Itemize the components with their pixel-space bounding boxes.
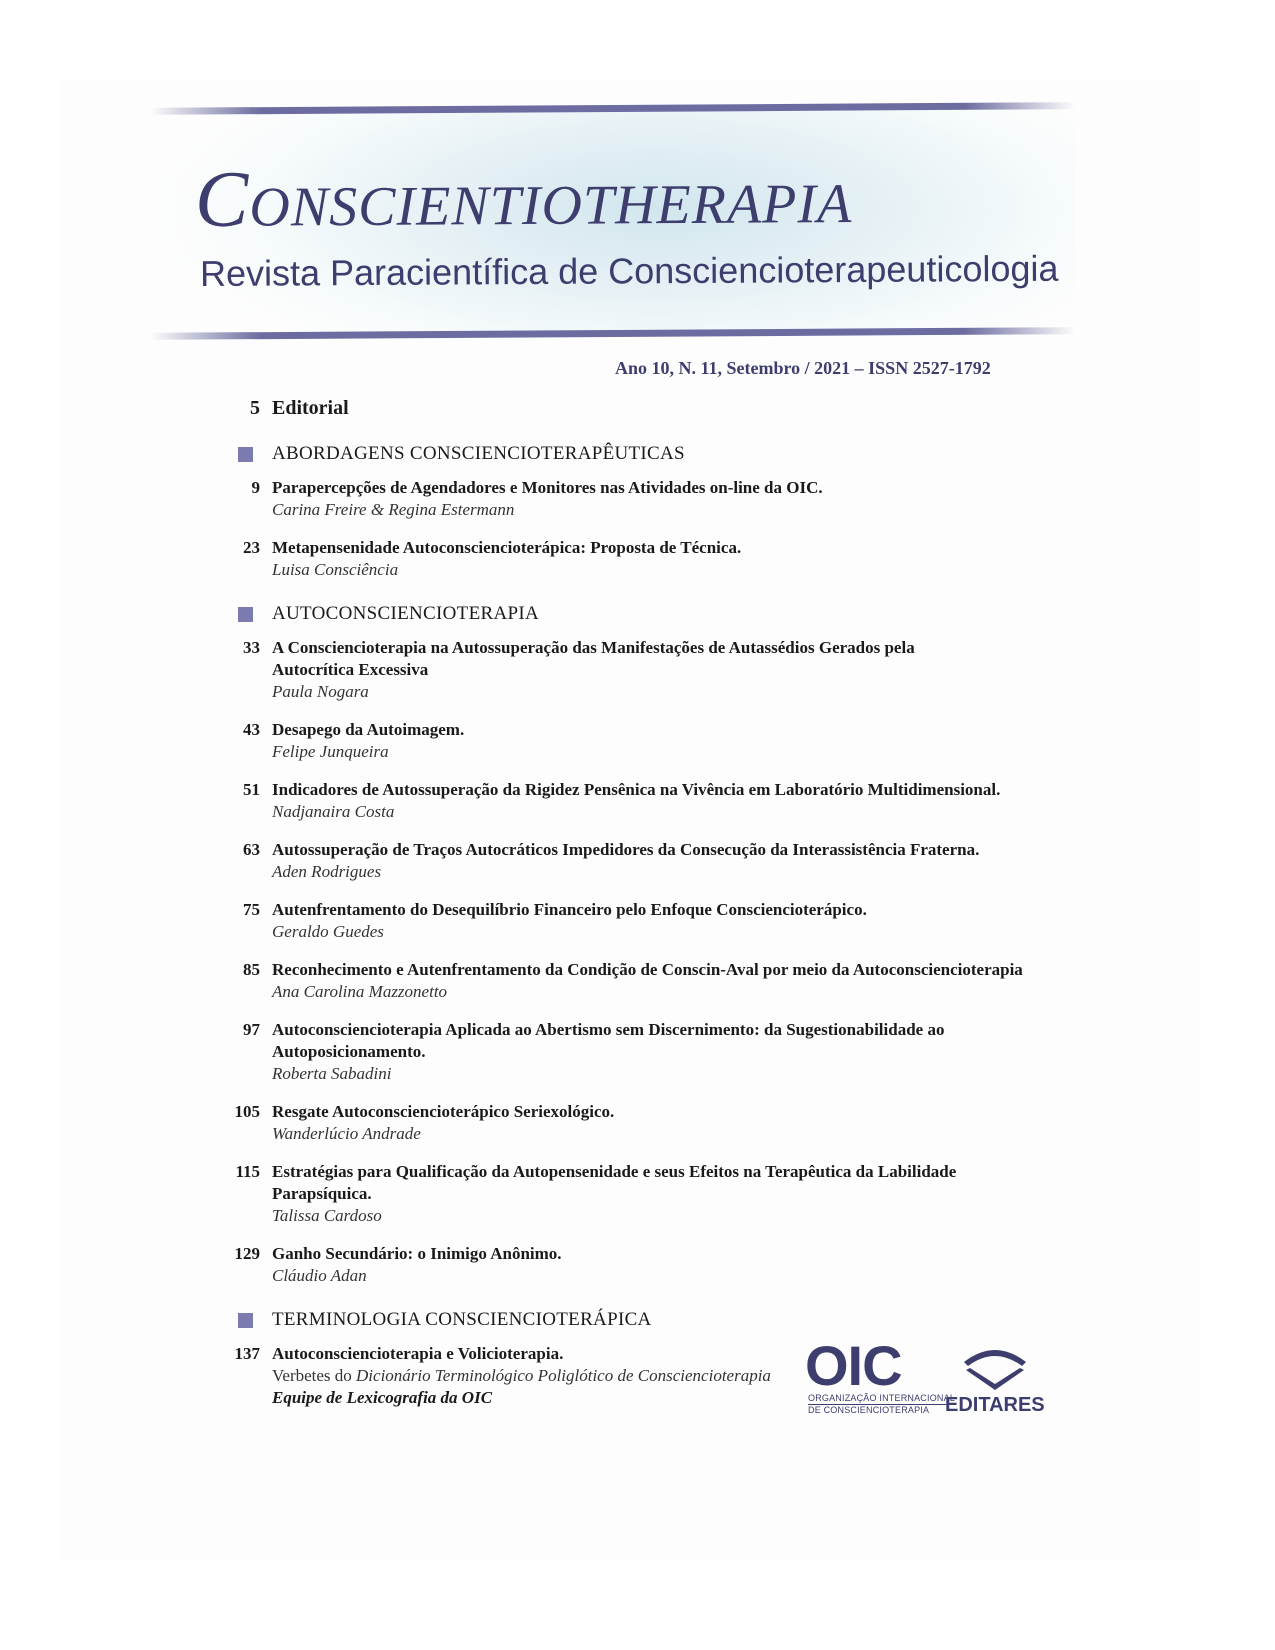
- oic-logo-line1: ORGANIZAÇÃO INTERNACIONAL: [808, 1393, 956, 1403]
- toc-author: Paula Nogara: [272, 682, 369, 701]
- toc-entry: [220, 959, 1120, 1003]
- toc-title: Autenfrentamento do Desequilíbrio Financeiro pelo Enfoque Consciencioterápico.: [272, 900, 867, 919]
- toc-entry: [220, 477, 1120, 521]
- toc-author: Talissa Cardoso: [272, 1206, 382, 1225]
- journal-title: Conscientiotherapia: [194, 151, 853, 244]
- toc-title: Indicadores de Autossuperação da Rigidez Pensênica na Vivência em Laboratório Multidimensional.: [272, 780, 1001, 799]
- toc-section-terminologia: [220, 1309, 1120, 1331]
- toc-author: Nadjanaira Costa: [272, 802, 395, 821]
- open-book-icon: [960, 1340, 1030, 1394]
- toc-note-work: Dicionário Terminológico Poliglótico de Consciencioterapia: [356, 1366, 771, 1385]
- toc-page-number: 85: [243, 960, 260, 979]
- editares-logo: EDITARES: [945, 1394, 1045, 1416]
- toc-author: Aden Rodrigues: [272, 862, 382, 881]
- toc-page-number: 75: [243, 900, 260, 919]
- toc-title: Autoconsciencioterapia e Volicioterapia.: [272, 1344, 564, 1363]
- journal-subtitle: Revista Paracientífica de Consciencioterapeuticologia: [199, 247, 1059, 294]
- toc-entry: [220, 779, 1120, 823]
- toc-page-number: 115: [235, 1162, 260, 1181]
- oic-logo: OIC: [805, 1334, 902, 1397]
- section-square-icon: [238, 447, 253, 462]
- toc-entry: [220, 1243, 1120, 1287]
- table-of-contents: [220, 395, 1120, 1409]
- toc-title: Parapercepções de Agendadores e Monitores nas Atividades on-line da OIC.: [272, 478, 823, 497]
- oic-logo-line2: DE CONSCIENCIOTERAPIA: [808, 1405, 930, 1415]
- toc-page-number: 51: [243, 780, 260, 799]
- section-heading: TERMINOLOGIA CONSCIENCIOTERÁPICA: [272, 1309, 652, 1330]
- toc-title: Desapego da Autoimagem.: [272, 720, 465, 739]
- toc-title: Resgate Autoconsciencioterápico Seriexológico.: [272, 1102, 615, 1121]
- toc-author: Felipe Junqueira: [272, 742, 389, 761]
- toc-author: Carina Freire & Regina Estermann: [272, 500, 515, 519]
- toc-title: Autoconsciencioterapia Aplicada ao Abertismo sem Discernimento: da Sugestionabilidade ao Autoposicionamento.: [272, 1020, 945, 1061]
- toc-entry: [220, 1101, 1120, 1145]
- toc-page-number: 5: [250, 397, 260, 419]
- toc-entry: [220, 839, 1120, 883]
- toc-entry: [220, 719, 1120, 763]
- toc-author: Equipe de Lexicografia da OIC: [272, 1388, 493, 1407]
- toc-entry: [220, 637, 1120, 703]
- toc-section-abordagens: [220, 443, 1120, 465]
- section-square-icon: [238, 607, 253, 622]
- toc-note-prefix: Verbetes do: [272, 1366, 357, 1385]
- oic-logo-subtext: [808, 1393, 955, 1416]
- toc-title: Ganho Secundário: o Inimigo Anônimo.: [272, 1244, 562, 1263]
- toc-title: Reconhecimento e Autenfrentamento da Condição de Conscin-Aval por meio da Autoconsciencioterapia: [272, 960, 1023, 979]
- toc-page-number: 63: [243, 840, 260, 859]
- section-heading: AUTOCONSCIENCIOTERAPIA: [272, 603, 539, 624]
- toc-entry: [220, 537, 1120, 581]
- toc-title: Metapensenidade Autoconsciencioterápica: Proposta de Técnica.: [272, 538, 742, 557]
- toc-page-number: 137: [234, 1344, 260, 1363]
- toc-author: Cláudio Adan: [272, 1266, 367, 1285]
- toc-page-number: 9: [251, 478, 260, 497]
- toc-page-number: 43: [243, 720, 260, 739]
- toc-author: Wanderlúcio Andrade: [272, 1124, 421, 1143]
- publisher-logos: [805, 1334, 1065, 1428]
- toc-section-autoconsciencioterapia: [220, 603, 1120, 625]
- toc-entry: [220, 1161, 1120, 1227]
- section-heading: ABORDAGENS CONSCIENCIOTERAPÊUTICAS: [272, 443, 685, 464]
- toc-author: Roberta Sabadini: [272, 1064, 392, 1083]
- toc-author: Luisa Consciência: [272, 560, 399, 579]
- toc-title: A Consciencioterapia na Autossuperação das Manifestações de Autassédios Gerados pela Autocrítica Excessiva: [272, 638, 915, 679]
- toc-page-number: 97: [243, 1020, 260, 1039]
- toc-entry: [220, 899, 1120, 943]
- toc-page-number: 105: [234, 1102, 260, 1121]
- toc-title: Estratégias para Qualificação da Autopensenidade e seus Efeitos na Terapêutica da Labilidade Parapsíquica.: [272, 1162, 957, 1203]
- toc-entry: [220, 1019, 1120, 1085]
- section-square-icon: [238, 1313, 253, 1328]
- issue-info: Ano 10, N. 11, Setembro / 2021 – ISSN 2527-1792: [615, 358, 991, 378]
- toc-page-number: 33: [243, 638, 260, 657]
- toc-author: Geraldo Guedes: [272, 922, 384, 941]
- toc-entry-editorial: [220, 395, 1120, 421]
- toc-title: Editorial: [272, 397, 349, 419]
- toc-page-number: 129: [234, 1244, 260, 1263]
- toc-page-number: 23: [243, 538, 260, 557]
- toc-author: Ana Carolina Mazzonetto: [272, 982, 448, 1001]
- toc-title: Autossuperação de Traços Autocráticos Impedidores da Consecução da Interassistência Fraterna.: [272, 840, 980, 859]
